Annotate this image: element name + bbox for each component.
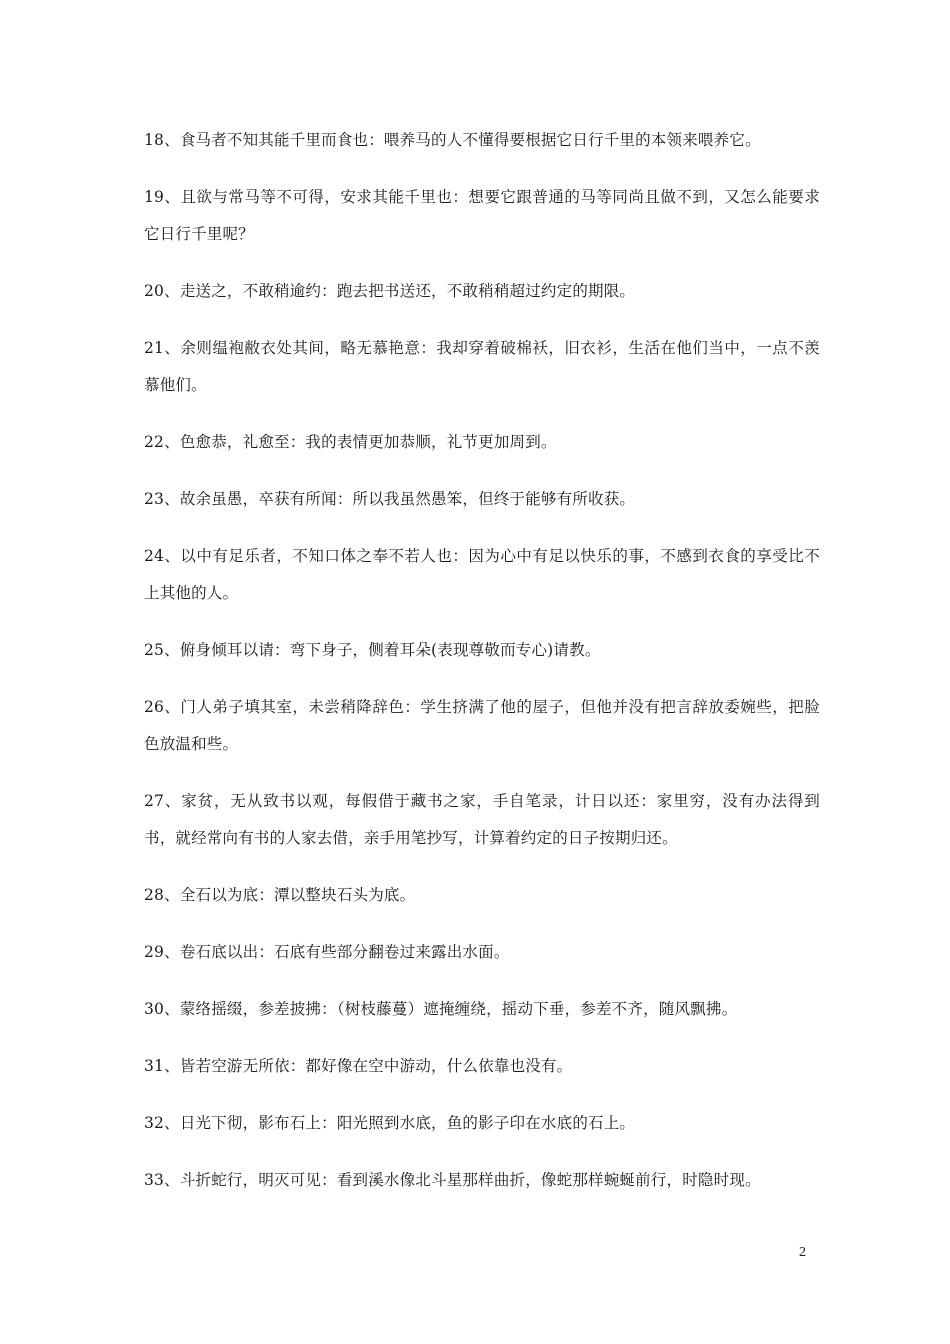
list-item: 20、走送之，不敢稍逾约：跑去把书送还，不敢稍稍超过约定的期限。 [144, 282, 636, 300]
page-number: 2 [799, 1245, 806, 1260]
list-item: 27、家贫，无从致书以观，每假借于藏书之家，手自笔录，计日以还：家里穷，没有办法得到书，就经常向有书的人家去借，亲手用笔抄写，计算着约定的日子按期归还。 [144, 792, 820, 847]
list-item: 26、门人弟子填其室，未尝稍降辞色：学生挤满了他的屋子，但他并没有把言辞放委婉些，把脸色放温和些。 [144, 698, 820, 753]
list-item: 22、色愈恭，礼愈至：我的表情更加恭顺，礼节更加周到。 [144, 433, 557, 451]
list-item: 25、俯身倾耳以请：弯下身子，侧着耳朵(表现尊敬而专心)请教。 [144, 641, 601, 659]
list-item: 23、故余虽愚，卒获有所闻：所以我虽然愚笨，但终于能够有所收获。 [144, 490, 636, 508]
list-item: 19、且欲与常马等不可得，安求其能千里也：想要它跟普通的马等同尚且做不到，又怎么能要求它日行千里呢？ [144, 188, 820, 243]
list-item: 30、蒙络摇缀，参差披拂：（树枝藤蔓）遮掩缠绕，摇动下垂，参差不齐，随风飘拂。 [144, 1000, 738, 1018]
annotation-list [144, 122, 820, 1219]
list-item: 29、卷石底以出：石底有些部分翻卷过来露出水面。 [144, 943, 510, 961]
list-item: 21、余则缊袍敝衣处其间，略无慕艳意：我却穿着破棉袄，旧衣衫，生活在他们当中，一点不羡慕他们。 [144, 339, 820, 394]
list-item: 33、斗折蛇行，明灭可见：看到溪水像北斗星那样曲折，像蛇那样蜿蜒前行，时隐时现。 [144, 1171, 761, 1189]
list-item: 31、皆若空游无所依：都好像在空中游动，什么依靠也没有。 [144, 1057, 573, 1075]
list-item: 24、以中有足乐者，不知口体之奉不若人也：因为心中有足以快乐的事，不感到衣食的享受比不上其他的人。 [144, 547, 820, 602]
list-item: 28、全石以为底：潭以整块石头为底。 [144, 886, 416, 904]
list-item: 32、日光下彻，影布石上：阳光照到水底，鱼的影子印在水底的石上。 [144, 1114, 636, 1132]
list-item: 18、食马者不知其能千里而食也：喂养马的人不懂得要根据它日行千里的本领来喂养它。 [144, 131, 761, 149]
